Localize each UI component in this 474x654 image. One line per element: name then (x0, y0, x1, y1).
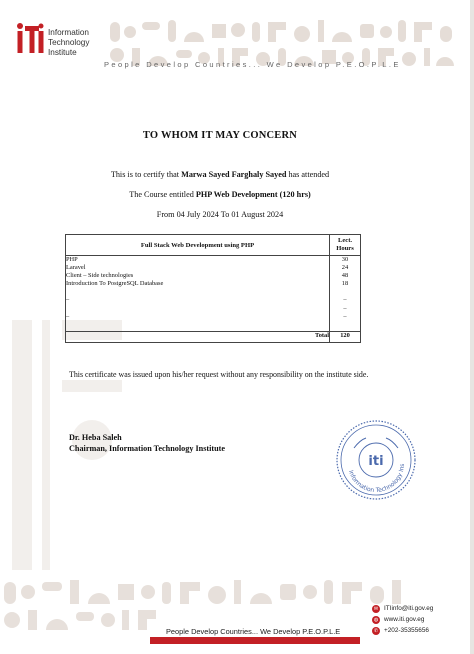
course-dates: From 04 July 2024 To 01 August 2024 (156, 210, 284, 219)
course-title: PHP Web Development (120 hrs) (195, 190, 311, 199)
hours-value: 30 (341, 256, 349, 263)
blank-marker: – (343, 304, 347, 312)
blank-marker: – (66, 296, 70, 304)
logo-line-1: Information (48, 28, 89, 37)
hours-value: 48 (341, 272, 349, 280)
certify-suffix: has attended (288, 170, 330, 179)
table-row: Client – Side technologies (66, 272, 134, 280)
module-hours-cell (330, 256, 361, 332)
total-label: Total (66, 332, 330, 343)
footer-tagline: People Develop Countries... We Develop P.E.O.P.L.E (166, 627, 341, 636)
phone-text: +202-35355656 (384, 627, 429, 634)
hours-header-line-1: Lect. (337, 237, 353, 244)
table-row: PHP (66, 256, 78, 263)
email-text: ITIinfo@iti.gov.eg (384, 605, 434, 612)
signature-block (69, 432, 225, 454)
logo-line-3: Institute (48, 48, 77, 57)
signatory-name: Dr. Heba Saleh (69, 433, 122, 442)
table-body-row (66, 256, 361, 332)
recipient-name: Marwa Sayed Farghaly Sayed (181, 170, 287, 179)
blank-marker: – (66, 312, 70, 320)
table-row: Introduction To PostgreSQL Database (66, 280, 164, 288)
table-header-hours (330, 235, 361, 256)
blank-marker: – (343, 296, 347, 304)
table-header-title: Full Stack Web Development using PHP (66, 235, 330, 256)
globe-icon: ◍ (373, 616, 379, 623)
disclaimer-note: This certificate was issued upon his/her request without any responsibility on the institute side. (69, 370, 369, 379)
module-names-cell (66, 256, 330, 332)
email-icon: ✉ (373, 605, 379, 612)
table-total-row (66, 332, 361, 343)
contact-info (372, 603, 433, 636)
document-heading: TO WHOM IT MAY CONCERN (142, 130, 298, 141)
course-prefix: The Course entitled (129, 190, 194, 199)
hours-value: 18 (341, 280, 349, 288)
table-row: Laravel (66, 264, 86, 272)
hours-value: 24 (341, 264, 349, 272)
blank-row (66, 305, 329, 313)
header-tagline: People Develop Countries... We Develop P.E.O.P.L.E (104, 60, 401, 69)
stamp-text: Information Technology Ins (346, 463, 407, 495)
phone-row (372, 625, 433, 636)
email-row (372, 603, 433, 614)
stamp-center: iti (368, 454, 384, 469)
logo-line-2: Technology (48, 38, 90, 47)
website-text: www.iti.gov.eg (384, 616, 425, 623)
blank-row (330, 288, 360, 296)
certify-line (0, 170, 440, 179)
page-edge-shadow (470, 0, 474, 654)
course-line (0, 190, 440, 199)
blank-marker: – (343, 312, 347, 320)
blank-row (66, 288, 329, 296)
signatory-title: Chairman, Information Technology Institute (69, 444, 226, 453)
certify-prefix: This is to certify that (110, 170, 180, 179)
phone-icon: ✆ (373, 627, 379, 634)
logo-text (48, 28, 89, 58)
table-header-row (66, 235, 361, 256)
total-value: 120 (330, 332, 361, 343)
iti-logo (16, 20, 89, 60)
hours-header-line-2: Hours (336, 245, 354, 252)
footer-red-bar (150, 637, 360, 644)
course-hours-table (65, 234, 361, 343)
website-row (372, 614, 433, 625)
iti-logo-icon (16, 20, 44, 60)
institute-stamp (334, 418, 418, 502)
